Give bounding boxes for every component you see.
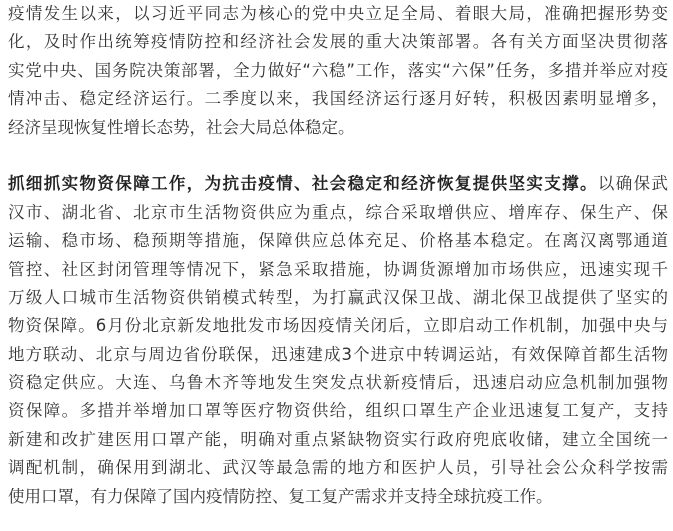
paragraph-1-line-1: 疫情发生以来，以习近平同志为核心的党中央立足全局、着眼大局，准确把握形势变 bbox=[8, 4, 668, 23]
paragraph-2-line-1 bbox=[8, 170, 668, 198]
paragraph-1-line-3: 实党中央、国务院决策部署，全力做好“六稳”工作，落实“六保”任务，多措并举应对疫 bbox=[8, 60, 668, 80]
paragraph-2-line-6: 物资保障。6月份北京新发地批发市场因疫情关闭后，立即启动工作机制，加强中央与 bbox=[8, 316, 668, 336]
paragraph-2-line-7: 地方联动、北京与周边省份联保，迅速建成3个进京中转调运站，有效保障首都生活物 bbox=[8, 344, 668, 364]
paragraph-2-line-11: 调配机制，确保用到湖北、武汉等最急需的地方和医护人员，引导社会公众科学按需 bbox=[8, 458, 668, 478]
paragraph-2-line-4: 管控、社区封闭管理等情况下，紧急采取措施，协调货源增加市场供应，迅速实现千 bbox=[8, 259, 668, 279]
paragraph-2-line-1-rest: 以确保武 bbox=[597, 174, 668, 194]
paragraph-spacer bbox=[8, 142, 668, 170]
paragraph-2-line-10: 新建和改扩建医用口罩产能，明确对重点紧缺物资实行政府兜底收储，建立全国统一 bbox=[8, 429, 668, 449]
paragraph-2-lead-sentence: 抓细抓实物资保障工作，为抗击疫情、社会稳定和经济恢复提供坚实支撑。 bbox=[8, 174, 598, 194]
paragraph-1-line-4: 情冲击、稳定经济运行。二季度以来，我国经济运行逐月好转，积极因素明显增多， bbox=[8, 89, 668, 109]
paragraph-1-line-2: 化，及时作出统筹疫情防控和经济社会发展的重大决策部署。各有关方面坚决贯彻落 bbox=[8, 32, 668, 52]
article-body bbox=[8, 0, 668, 511]
paragraph-1-line-5: 经济呈现恢复性增长态势，社会大局总体稳定。 bbox=[8, 117, 355, 137]
paragraph-2 bbox=[8, 170, 668, 511]
paragraph-2-line-3: 运输、稳市场、稳预期等措施，保障供应总体充足、价格基本稳定。在离汉离鄂通道 bbox=[8, 231, 668, 251]
paragraph-2-line-9: 资保障。多措并举增加口罩等医疗物资供给，组织口罩生产企业迅速复工复产，支持 bbox=[8, 401, 668, 421]
paragraph-1 bbox=[8, 0, 668, 142]
paragraph-2-line-5: 万级人口城市生活物资供销模式转型，为打赢武汉保卫战、湖北保卫战提供了坚实的 bbox=[8, 287, 668, 307]
paragraph-2-line-2: 汉市、湖北省、北京市生活物资供应为重点，综合采取增供应、增库存、保生产、保 bbox=[8, 202, 668, 222]
paragraph-2-line-8: 资稳定供应。大连、乌鲁木齐等地发生突发点状新疫情后，迅速启动应急机制加强物 bbox=[8, 373, 668, 393]
paragraph-2-line-12: 使用口罩，有力保障了国内疫情防控、复工复产需求并支持全球抗疫工作。 bbox=[8, 486, 553, 506]
